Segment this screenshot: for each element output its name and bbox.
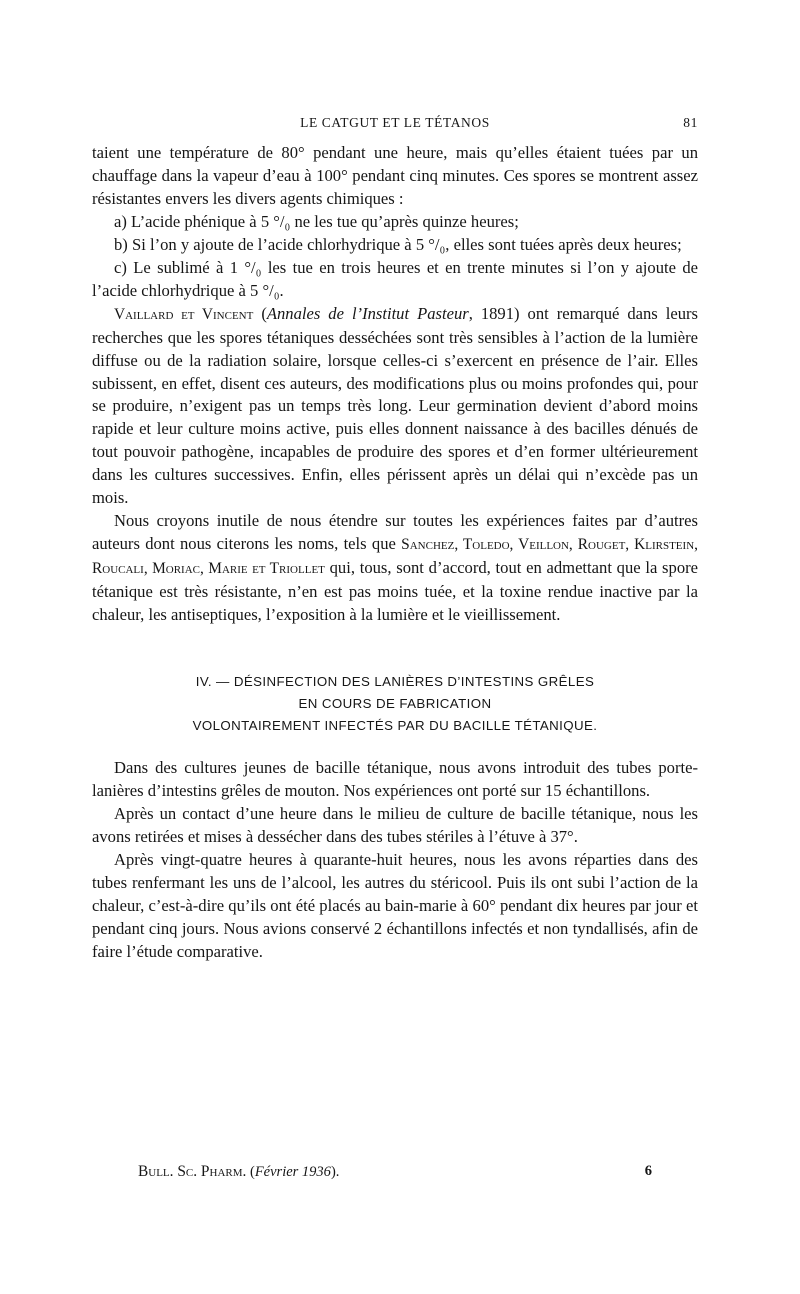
page-number: 81 xyxy=(683,115,698,130)
footer-paren: ). xyxy=(330,1164,340,1180)
list-item-a: a) L’acide phénique à 5 °/₀ ne les tue qu’après quinze heures; xyxy=(114,211,519,231)
document-page xyxy=(92,112,698,964)
paragraph-text: , 1891) ont remarqué dans leurs recherches que les spores tétaniques desséchées sont très sensibles à l’action de la lumière diffuse ou de la radiation solaire, lorsque celles-ci s’exercent en présence de l’air. Elles subissent, en effet, disent ces auteurs, des modifications plus ou moins profondes qui, pour se produire, n’exigent pas un temps très long. Leur germination devient d’abord moins rapide et leur culture moins active, puis elles donnent naissance à des bacilles dénués de tout pouvoir pathogène, incapables de produire des spores et d’en former ultérieurement dans les cultures successives. Enfin, elles périssent après un délai qui n’excède pas un mois. xyxy=(92,303,698,508)
section-paragraph: Dans des cultures jeunes de bacille tétanique, nous avons introduit des tubes porte-lanières d’intestins grêles de mouton. Nos expériences ont porté sur 15 échantillons. xyxy=(92,758,698,800)
list-item-b: b) Si l’on y ajoute de l’acide chlorhydrique à 5 °/₀, elles sont tuées après deux heures; xyxy=(114,234,682,254)
paragraph-other-authors xyxy=(92,510,698,627)
journal-name: Bull. Sc. Pharm. xyxy=(138,1163,247,1180)
paragraph-vaillard xyxy=(92,303,698,511)
section-paragraph: Après un contact d’une heure dans le milieu de culture de bacille tétanique, nous les avons retirées et mises à dessécher dans des tubes stériles à l’étuve à 37°. xyxy=(92,803,698,846)
paragraph-continued: taient une température de 80° pendant une heure, mais qu’elles étaient tuées par un chauffage dans la vapeur d’eau à 100° pendant cinq minutes. Ces spores se montrent assez résistantes envers les divers agents chimiques : xyxy=(92,143,698,208)
citation-open: ( xyxy=(253,303,267,323)
running-title: LE CATGUT ET LE TÉTANOS xyxy=(300,115,490,130)
section-heading-line: EN COURS DE FABRICATION xyxy=(298,696,492,712)
section-heading-line: VOLONTAIREMENT INFECTÉS PAR DU BACILLE TÉTANIQUE. xyxy=(192,718,598,734)
citation-title: Annales de l’Institut Pasteur xyxy=(266,303,469,323)
issue-date: Février 1936 xyxy=(254,1164,331,1180)
author-names: Vaillard et Vincent xyxy=(114,305,254,323)
section-paragraph: Après vingt-quatre heures à quarante-huit heures, nous les avons réparties dans des tubes renfermant les uns de l’alcool, les autres du stéricool. Puis ils ont subi l’action de la chaleur, c’est-à-dire qu’ils ont été placés au bain-marie à 60° pendant dix heures par jour et pendant cinq jours. Nous avions conservé 2 échantillons infectés et non tyndallisés, afin de faire l’étude comparative. xyxy=(92,849,698,961)
journal-reference xyxy=(138,1163,339,1181)
list-item-c: c) Le sublimé à 1 °/₀ les tue en trois heures et en trente minutes si l’on y ajoute de l’acide chlorhydrique à 5 °/₀. xyxy=(92,257,698,300)
footer-paren: ( xyxy=(246,1164,255,1180)
running-header xyxy=(92,112,698,134)
section-heading-line: IV. — DÉSINFECTION DES LANIÈRES D’INTESTINS GRÊLES xyxy=(195,674,595,690)
signature-mark: 6 xyxy=(644,1163,652,1179)
paragraph-text: Nous croyons inutile de nous étendre sur toutes les expériences faites par d’autres auteurs dont nous citerons les noms, tels que xyxy=(92,511,698,554)
paragraph-text: qui, tous, sont d’accord, tout en admettant que la spore tétanique est très résistante, n’en est pas moins tuée, et la toxine rendue inactive par la chaleur, les antiseptiques, l’exposition à la lumière et le vieillissement. xyxy=(92,558,699,625)
section-heading xyxy=(92,671,698,737)
author-list: Sanchez, Toledo, Veillon, Rouget, Klirstein, Roucali, Moriac, Marie et Triollet xyxy=(92,536,698,578)
